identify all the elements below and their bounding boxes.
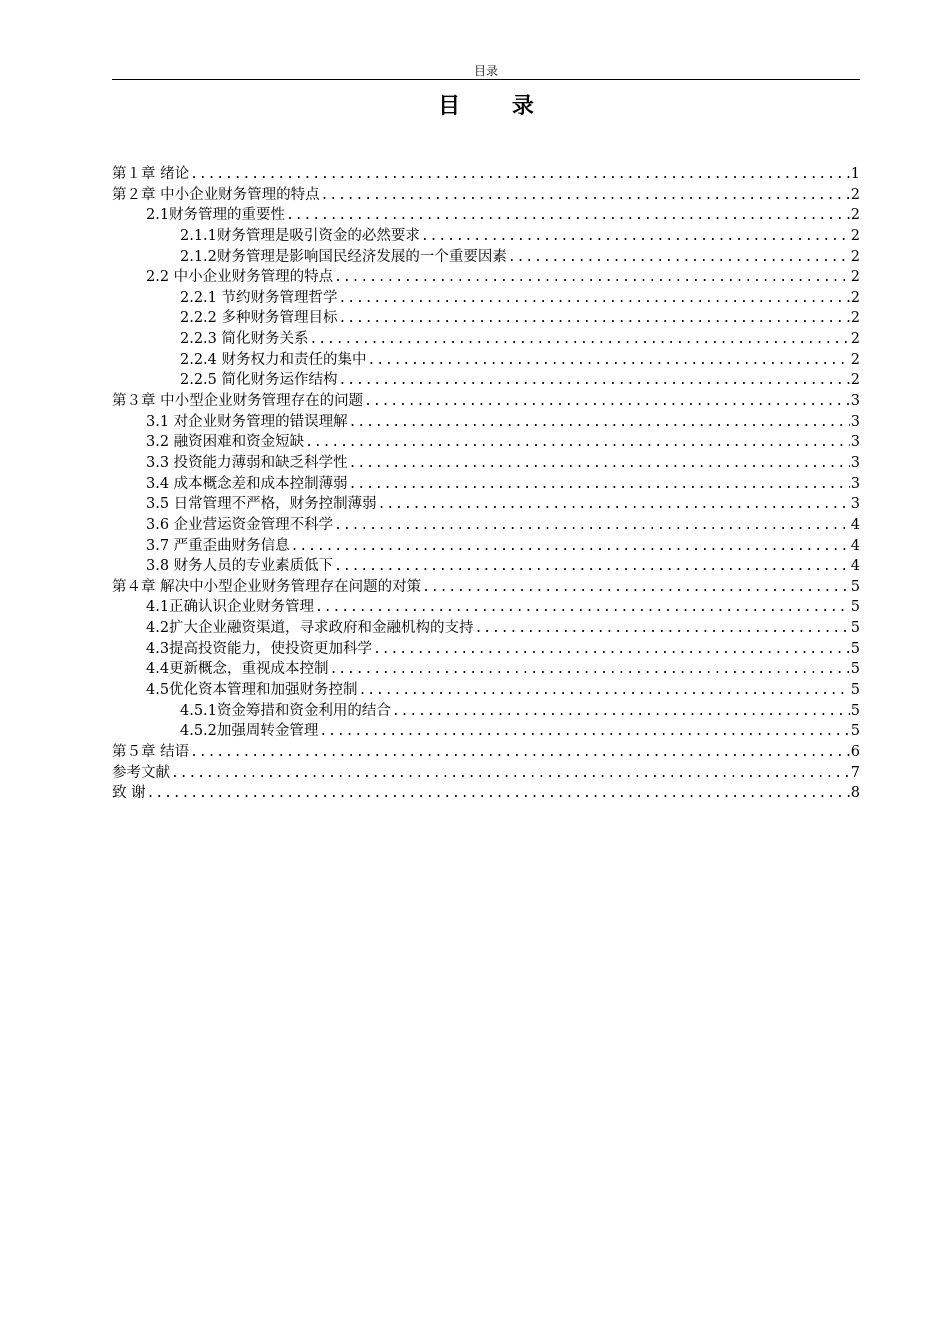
toc-entry-label: 2.2.4 财务权力和责任的集中 bbox=[180, 351, 367, 368]
toc-entry-page-number: 3 bbox=[850, 475, 860, 492]
toc-entry[interactable] bbox=[112, 597, 860, 618]
toc-entry[interactable] bbox=[112, 412, 860, 433]
toc-entry-label: 2.2.1 节约财务管理哲学 bbox=[180, 289, 338, 306]
toc-entry-page-number: 5 bbox=[850, 661, 860, 678]
toc-entry-page-number: 2 bbox=[850, 227, 860, 244]
toc-entry[interactable] bbox=[112, 226, 860, 247]
toc-entry-label: 4.2扩大企业融资渠道，寻求政府和金融机构的支持 bbox=[146, 620, 474, 637]
toc-entry-page-number: 8 bbox=[850, 785, 860, 802]
toc-entry[interactable] bbox=[112, 701, 860, 722]
toc-dot-leader bbox=[190, 743, 850, 763]
toc-entry-label: 3.5 日常管理不严格，财务控制薄弱 bbox=[146, 496, 377, 513]
toc-entry-label: 3.4 成本概念差和成本控制薄弱 bbox=[146, 475, 348, 492]
toc-dot-leader bbox=[286, 206, 850, 226]
toc-entry-label: 3.6 企业营运资金管理不科学 bbox=[146, 516, 334, 533]
toc-entry-page-number: 5 bbox=[850, 723, 860, 740]
toc-entry-page-number: 2 bbox=[850, 310, 860, 327]
toc-entry-page-number: 2 bbox=[850, 248, 860, 265]
toc-dot-leader bbox=[310, 330, 850, 350]
toc-entry-label: 2.2.2 多种财务管理目标 bbox=[180, 310, 338, 327]
toc-entry[interactable] bbox=[112, 391, 860, 412]
toc-entry-label: 第５章 结语 bbox=[112, 743, 190, 760]
toc-entry-label: 3.2 融资困难和资金短缺 bbox=[146, 434, 305, 451]
toc-entry-label: 4.1正确认识企业财务管理 bbox=[146, 599, 315, 616]
toc-entry-label: 4.3提高投资能力，使投资更加科学 bbox=[146, 640, 373, 657]
toc-entry-page-number: 6 bbox=[850, 743, 860, 760]
toc-entry-label: 4.4更新概念，重视成本控制 bbox=[146, 661, 329, 678]
toc-entry-label: 致 谢 bbox=[112, 785, 146, 802]
toc-entry[interactable] bbox=[112, 205, 860, 226]
toc-dot-leader bbox=[421, 227, 850, 247]
toc-entry-page-number: 5 bbox=[850, 620, 860, 637]
toc-entry-page-number: 1 bbox=[850, 166, 860, 182]
toc-entry-label: 3.7 严重歪曲财务信息 bbox=[146, 537, 290, 554]
toc-dot-leader bbox=[359, 681, 850, 701]
toc-dot-leader bbox=[147, 784, 850, 804]
toc-dot-leader bbox=[321, 186, 850, 206]
toc-dot-leader bbox=[339, 289, 850, 309]
toc-entry[interactable] bbox=[112, 267, 860, 288]
toc-entry[interactable] bbox=[112, 742, 860, 763]
toc-entry-label: 参考文献 bbox=[112, 764, 170, 781]
toc-entry-label: 2.1.2财务管理是影响国民经济发展的一个重要因素 bbox=[180, 248, 507, 265]
toc-entry-page-number: 4 bbox=[850, 537, 860, 554]
toc-entry[interactable] bbox=[112, 247, 860, 268]
toc-entry-page-number: 4 bbox=[850, 558, 860, 575]
header-rule bbox=[112, 79, 860, 80]
toc-dot-leader bbox=[190, 165, 850, 185]
toc-entry-page-number: 3 bbox=[850, 496, 860, 513]
toc-entry[interactable] bbox=[112, 164, 860, 185]
toc-dot-leader bbox=[291, 537, 850, 557]
toc-dot-leader bbox=[319, 722, 849, 742]
toc-entry-label: 第４章 解决中小型企业财务管理存在问题的对策 bbox=[112, 578, 422, 595]
toc-dot-leader bbox=[378, 495, 850, 515]
toc-entry-page-number: 3 bbox=[850, 434, 860, 451]
toc-entry-label: 4.5.2加强周转金管理 bbox=[180, 723, 319, 740]
toc-dot-leader bbox=[475, 619, 850, 639]
toc-entry[interactable] bbox=[112, 577, 860, 598]
toc-entry-page-number: 3 bbox=[850, 413, 860, 430]
toc-dot-leader bbox=[334, 516, 850, 536]
toc-entry-label: 4.5优化资本管理和加强财务控制 bbox=[146, 682, 358, 699]
toc-entry[interactable] bbox=[112, 432, 860, 453]
toc-entry-label: 3.3 投资能力薄弱和缺乏科学性 bbox=[146, 454, 348, 471]
toc-dot-leader bbox=[339, 371, 850, 391]
toc-entry-label: 第２章 中小企业财务管理的特点 bbox=[112, 186, 320, 203]
running-header: 目录 bbox=[473, 64, 498, 78]
toc-entry[interactable] bbox=[112, 370, 860, 391]
toc-entry[interactable] bbox=[112, 639, 860, 660]
toc-entry-page-number: 7 bbox=[850, 764, 860, 781]
toc-dot-leader bbox=[339, 309, 850, 329]
toc-entry-label: 4.5.1资金筹措和资金利用的结合 bbox=[180, 702, 391, 719]
toc-dot-leader bbox=[373, 640, 850, 660]
toc-dot-leader bbox=[508, 248, 850, 268]
toc-entry-label: 2.2.3 简化财务关系 bbox=[180, 331, 309, 348]
toc-dot-leader bbox=[364, 392, 850, 412]
toc-dot-leader bbox=[349, 475, 850, 495]
toc-dot-leader bbox=[334, 268, 850, 288]
toc-entry[interactable] bbox=[112, 556, 860, 577]
toc-dot-leader bbox=[349, 413, 850, 433]
toc-entry-label: 2.2 中小企业财务管理的特点 bbox=[146, 269, 334, 286]
toc-entry-page-number: 5 bbox=[850, 599, 860, 616]
toc-entry-page-number: 5 bbox=[850, 578, 860, 595]
toc-entry[interactable] bbox=[112, 618, 860, 639]
toc-dot-leader bbox=[330, 660, 850, 680]
toc-entry[interactable] bbox=[112, 185, 860, 206]
toc-entry[interactable] bbox=[112, 453, 860, 474]
toc-entry-page-number: 2 bbox=[850, 372, 860, 389]
toc-dot-leader bbox=[349, 454, 850, 474]
toc-dot-leader bbox=[171, 764, 850, 784]
toc-dot-leader bbox=[368, 351, 850, 371]
toc-entry-label: 第１章 绪论 bbox=[112, 166, 190, 182]
toc-entry-page-number: 3 bbox=[850, 454, 860, 471]
toc-entry[interactable] bbox=[112, 763, 860, 784]
toc-entry[interactable] bbox=[112, 494, 860, 515]
toc-dot-leader bbox=[392, 702, 850, 722]
toc-dot-leader bbox=[315, 598, 850, 618]
toc-entry[interactable] bbox=[112, 288, 860, 309]
toc-entry[interactable] bbox=[112, 680, 860, 701]
toc-entry-page-number: 5 bbox=[850, 682, 860, 699]
toc-entry-page-number: 2 bbox=[850, 207, 860, 224]
toc-entry-label: 2.2.5 简化财务运作结构 bbox=[180, 372, 338, 389]
toc-entry-page-number: 2 bbox=[850, 269, 860, 286]
toc-entry[interactable] bbox=[112, 329, 860, 350]
toc-entry-page-number: 2 bbox=[850, 331, 860, 348]
toc-entry[interactable] bbox=[112, 474, 860, 495]
toc-entry-page-number: 3 bbox=[850, 393, 860, 410]
toc-entry-page-number: 5 bbox=[850, 640, 860, 657]
toc-entry[interactable] bbox=[112, 721, 860, 742]
toc-entry[interactable] bbox=[112, 308, 860, 329]
toc-title: 目 录 bbox=[438, 94, 556, 119]
toc-dot-leader bbox=[422, 578, 850, 598]
toc-entry-label: 2.1.1财务管理是吸引资金的必然要求 bbox=[180, 227, 420, 244]
toc-entry[interactable] bbox=[112, 350, 860, 371]
table-of-contents bbox=[112, 164, 860, 804]
toc-entry-page-number: 2 bbox=[850, 186, 860, 203]
toc-entry-page-number: 2 bbox=[850, 289, 860, 306]
toc-entry[interactable] bbox=[112, 659, 860, 680]
toc-entry[interactable] bbox=[112, 515, 860, 536]
toc-entry-label: 2.1财务管理的重要性 bbox=[146, 207, 286, 224]
toc-dot-leader bbox=[305, 433, 850, 453]
toc-entry-page-number: 5 bbox=[850, 702, 860, 719]
toc-entry-label: 3.8 财务人员的专业素质低下 bbox=[146, 558, 334, 575]
toc-entry-page-number: 2 bbox=[850, 351, 860, 368]
toc-dot-leader bbox=[334, 557, 850, 577]
toc-entry-page-number: 4 bbox=[850, 516, 860, 533]
toc-entry-label: 3.1 对企业财务管理的错误理解 bbox=[146, 413, 348, 430]
toc-entry[interactable] bbox=[112, 536, 860, 557]
toc-entry-label: 第３章 中小型企业财务管理存在的问题 bbox=[112, 393, 364, 410]
toc-entry[interactable] bbox=[112, 783, 860, 804]
